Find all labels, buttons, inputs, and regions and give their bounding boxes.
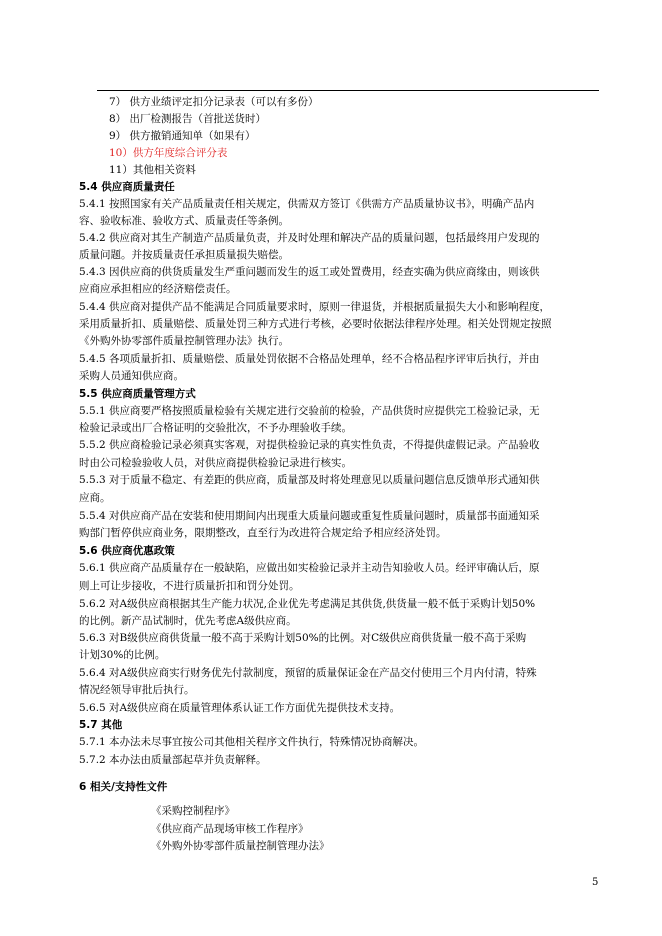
paragraph-line: 5.6.2 对A级供应商根据其生产能力状况,企业优先考虑满足其供货,供货量一般不低于采购计划50% bbox=[79, 598, 536, 610]
section-heading-5-5: 5.5 供应商质量管理方式 bbox=[79, 388, 196, 400]
paragraph-line: 5.6.3 对B级供应商供货量一般不高于采购计划50%的比例。对C级供应商供货量一般不高于采购 bbox=[79, 632, 527, 644]
paragraph-line: 购部门暂停供应商业务，限期整改，直至行为改进符合规定给予相应经济处罚。 bbox=[79, 527, 447, 539]
list-item-highlighted: 10）供方年度综合评分表 bbox=[109, 147, 228, 159]
paragraph-line: 采购人员通知供应商。 bbox=[79, 370, 184, 382]
paragraph-line: 检验记录或出厂合格证明的交验批次，不予办理验收手续。 bbox=[79, 422, 352, 434]
paragraph-line: 5.7.2 本办法由质量部起草并负责解释。 bbox=[79, 754, 267, 766]
paragraph-line: 5.4.1 按照国家有关产品质量责任相关规定，供需双方签订《供需方产品质量协议书》，明确产品内 bbox=[79, 198, 535, 210]
list-item: 11）其他相关资料 bbox=[109, 164, 196, 176]
paragraph-line: 则上可让步接收，不进行质量折扣和罚分处罚。 bbox=[79, 580, 300, 592]
paragraph-line: 5.7.1 本办法未尽事宜按公司其他相关程序文件执行，特殊情况协商解决。 bbox=[79, 736, 425, 748]
paragraph-line: 计划30%的比例。 bbox=[79, 649, 166, 661]
paragraph-line: 应商。 bbox=[79, 492, 111, 504]
paragraph-line: 5.5.2 供应商检验记录必须真实客观，对提供检验记录的真实性负责，不得提供虚假记录。产品验收 bbox=[79, 439, 540, 451]
paragraph-line: 5.6.1 供应商产品质量存在一般缺陷，应做出如实检验记录并主动告知验收人员。经评审确认后，原 bbox=[79, 562, 540, 574]
list-item: 9） 供方撤销通知单（如果有） bbox=[109, 130, 256, 142]
header-rule bbox=[97, 90, 599, 91]
paragraph-line: 情况经领导审批后执行。 bbox=[79, 684, 195, 696]
related-document: 《供应商产品现场审核工作程序》 bbox=[151, 823, 309, 835]
section-heading-6: 6 相关/支持性文件 bbox=[79, 781, 168, 793]
list-item: 8） 出厂检测报告（首批送货时） bbox=[109, 113, 267, 125]
paragraph-line: 的比例。新产品试制时，优先考虑A级供应商。 bbox=[79, 615, 297, 627]
section-heading-5-7: 5.7 其他 bbox=[79, 719, 123, 731]
paragraph-line: 5.6.4 对A级供应商实行财务优先付款制度，预留的质量保证金在产品交付使用三个月内付清，特殊 bbox=[79, 667, 537, 679]
paragraph-line: 容、验收标准、验收方式、质量责任等条例。 bbox=[79, 215, 289, 227]
paragraph-line: 5.4.3 因供应商的供货质量发生严重问题而发生的返工或处置费用，经查实确为供应商缘由，则该供 bbox=[79, 266, 540, 278]
paragraph-line: 质量问题。并按质量责任承担质量损失赔偿。 bbox=[79, 249, 289, 261]
paragraph-line: 5.4.4 供应商对提供产品不能满足合同质量要求时，原则一律退货，并根据质量损失大小和影响程度， bbox=[79, 301, 551, 313]
paragraph-line: 5.5.4 对供应商产品在安装和使用期间内出现重大质量问题或重复性质量问题时，质量部书面通知采 bbox=[79, 510, 540, 522]
paragraph-line: 5.4.2 供应商对其生产制造产品质量负责，并及时处理和解决产品的质量问题，包括最终用户发现的 bbox=[79, 232, 540, 244]
paragraph-line: 应商应承担相应的经济赔偿责任。 bbox=[79, 283, 237, 295]
related-document: 《外购外协零部件质量控制管理办法》 bbox=[151, 840, 330, 852]
paragraph-line: 5.5.1 供应商要严格按照质量检验有关规定进行交验前的检验，产品供货时应提供完工检验记录，无 bbox=[79, 405, 540, 417]
paragraph-line: 5.6.5 对A级供应商在质量管理体系认证工作方面优先提供技术支持。 bbox=[79, 702, 401, 714]
paragraph-line: 时由公司检验验收人员，对供应商提供检验记录进行核实。 bbox=[79, 457, 352, 469]
related-document: 《采购控制程序》 bbox=[151, 805, 235, 817]
paragraph-line: 5.5.3 对于质量不稳定、有差距的供应商，质量部及时将处理意见以质量问题信息反馈单形式通知供 bbox=[79, 474, 540, 486]
section-heading-5-4: 5.4 供应商质量责任 bbox=[79, 181, 175, 193]
list-item: 7） 供方业绩评定扣分记录表（可以有多份） bbox=[109, 96, 319, 108]
paragraph-line: 采用质量折扣、质量赔偿、质量处罚三种方式进行考核，必要时依据法律程序处理。相关处罚规定按照 bbox=[79, 318, 552, 330]
page-number: 5 bbox=[592, 877, 599, 888]
section-heading-5-6: 5.6 供应商优惠政策 bbox=[79, 545, 175, 557]
paragraph-line: 5.4.5 各项质量折扣、质量赔偿、质量处罚依据不合格品处理单，经不合格品程序评审后执行，并由 bbox=[79, 353, 540, 365]
paragraph-line: 《外购外协零部件质量控制管理办法》执行。 bbox=[79, 335, 289, 347]
